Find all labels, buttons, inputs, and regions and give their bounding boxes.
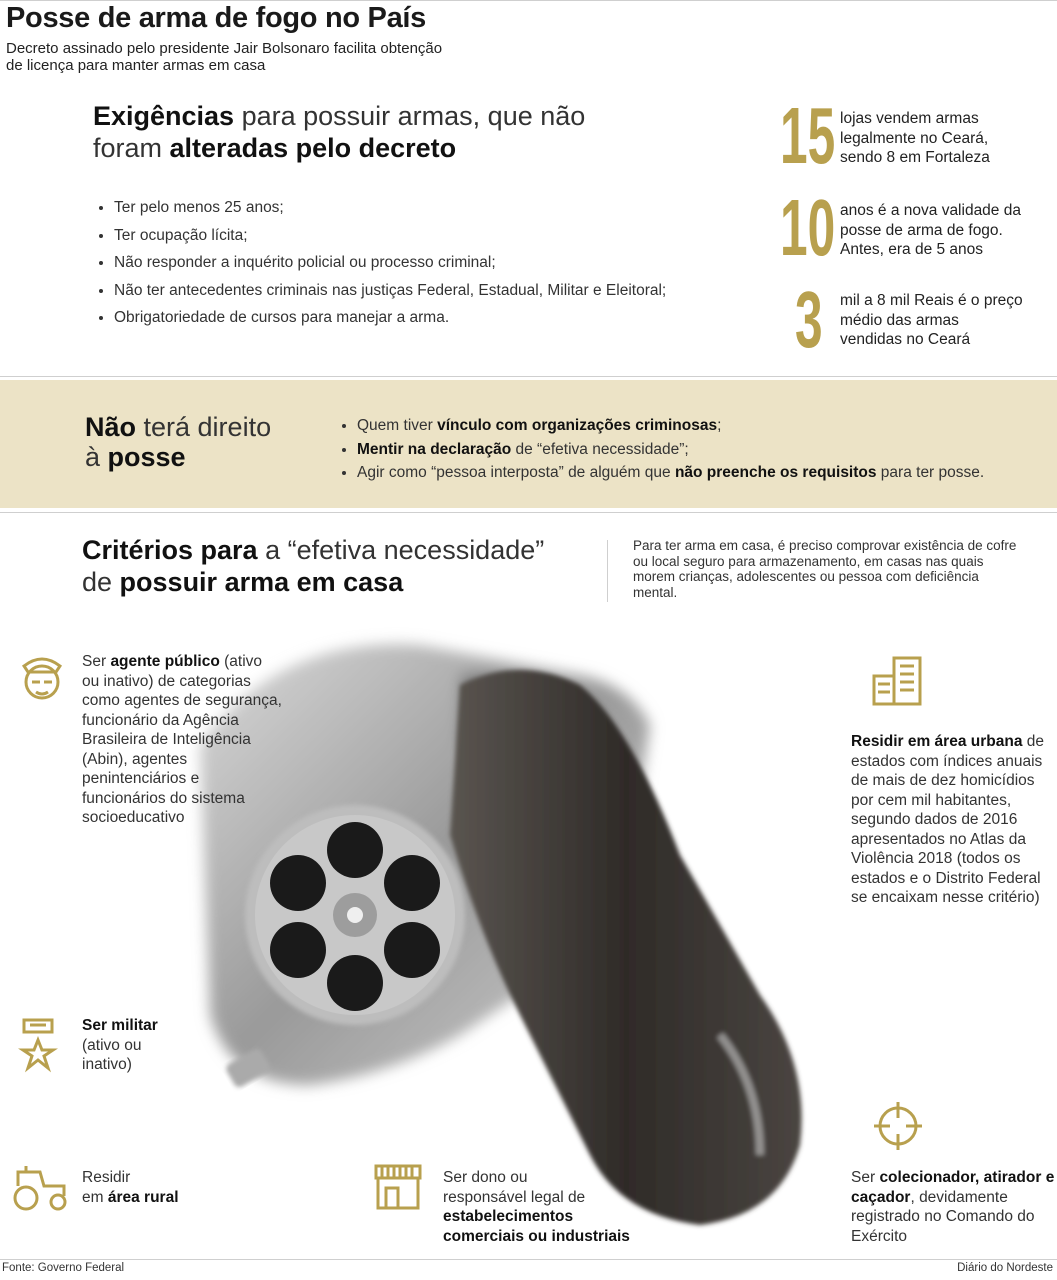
list-item: • Não responder a inquérito policial ou processo criminal; — [114, 249, 666, 277]
requirements-title-bold-1: Exigências — [93, 101, 235, 131]
stat-number-stores: 15 — [780, 91, 836, 180]
no-right-title: Não terá direito à posse — [85, 412, 272, 472]
criteria-title: Critérios para a “efetiva necessidade” de possuir arma em casa — [82, 535, 545, 597]
criteria-divider — [607, 540, 608, 602]
criteria-note: Para ter arma em casa, é preciso comprovar existência de cofre ou local seguro para armazenamento, em casas nas quais morem crianças, adolescentes ou pessoa com deficiência mental. — [633, 538, 1017, 600]
no-right-list — [335, 414, 984, 485]
section-rule — [0, 512, 1057, 513]
list-item: • Quem tiver vínculo com organizações criminosas; — [357, 414, 984, 438]
criterion-business-owner: Ser dono ou responsável legal de estabelecimentos comerciais ou industriais — [443, 1169, 630, 1245]
list-item: • Não ter antecedentes criminais nas justiças Federal, Estadual, Militar e Eleitoral; — [114, 277, 666, 305]
requirements-list — [90, 194, 666, 332]
criterion-public-agent: Ser agente público (ativo ou inativo) de categorias como agentes de segurança, funcionário da Agência Brasileira de Inteligência (Abin), agentes penintenciários e funcionários do sistema socioeducativo — [82, 653, 282, 826]
list-item: • Ter pelo menos 25 anos; — [114, 194, 666, 222]
stat-number-price: 3 — [795, 275, 823, 364]
brand-credit: Diário do Nordeste — [957, 1262, 1053, 1274]
criterion-military: Ser militar (ativo ou inativo) — [82, 1017, 158, 1073]
criterion-rural-area: Residir em área rural — [82, 1169, 179, 1206]
stat-number-validity: 10 — [780, 183, 836, 272]
source-credit: Fonte: Governo Federal — [2, 1262, 125, 1274]
subtitle-line-1: Decreto assinado pelo presidente Jair Bolsonaro facilita obtenção — [6, 40, 443, 57]
subtitle-line-2: de licença para manter armas em casa — [6, 57, 266, 74]
military-medal-icon — [18, 1018, 58, 1074]
building-icon — [872, 656, 922, 706]
criterion-collector: Ser colecionador, atirador e caçador, devidamente registrado no Comando do Exército — [851, 1169, 1055, 1245]
list-item: • Mentir na declaração de “efetiva necessidade”; — [357, 438, 984, 462]
footer-rule — [0, 1259, 1057, 1260]
criterion-urban-area: Residir em área urbana de estados com índices anuais de mais de dez homicídios por cem mil habitantes, segundo dados de 2016 apresentados no Atlas da Violência 2018 (todos os estados e o Distrito Federal se encaixam nesse critério) — [851, 733, 1045, 906]
requirements-title: Exigências para possuir armas, que não foram alteradas pelo decreto — [93, 101, 586, 163]
page-title: Posse de arma de fogo no País — [6, 2, 426, 34]
police-officer-icon — [18, 650, 66, 704]
top-rule — [0, 0, 1057, 1]
stat-text-stores: lojas vendem armas legalmente no Ceará, sendo 8 em Fortaleza — [840, 110, 990, 166]
stat-text-validity: anos é a nova validade da posse de arma de fogo. Antes, era de 5 anos — [840, 202, 1021, 258]
stat-text-price: mil a 8 mil Reais é o preço médio das armas vendidas no Ceará — [840, 292, 1023, 348]
list-item: • Ter ocupação lícita; — [114, 222, 666, 250]
storefront-icon — [372, 1162, 424, 1212]
list-item: • Obrigatoriedade de cursos para manejar a arma. — [114, 304, 666, 332]
list-item: • Agir como “pessoa interposta” de alguém que não preenche os requisitos para ter posse. — [357, 461, 984, 485]
tractor-icon — [10, 1162, 68, 1212]
crosshair-icon — [872, 1100, 924, 1152]
section-rule — [0, 376, 1057, 377]
requirements-title-bold-2: alteradas pelo decreto — [169, 133, 457, 163]
page-subtitle — [6, 40, 526, 74]
